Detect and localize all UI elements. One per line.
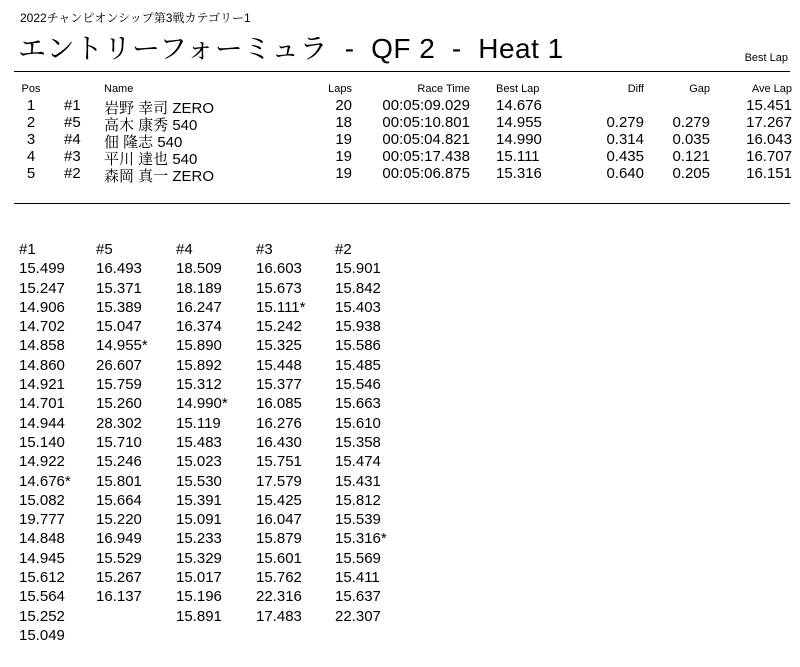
lap-time: 14.860 (19, 356, 65, 374)
best-lap-cell: 14.990 (496, 131, 542, 148)
lap-time: 15.539 (335, 511, 381, 529)
diff-cell: 0.640 (606, 165, 644, 182)
lap-time: 15.247 (19, 279, 65, 297)
lap-time: 15.610 (335, 414, 381, 432)
lap-column (256, 240, 336, 626)
name-cell: 平川 達也 540 (104, 151, 198, 168)
lap-time: 15.411 (335, 569, 380, 587)
diff-cell: 0.314 (606, 131, 644, 148)
lap-time: 15.049 (19, 626, 65, 644)
lap-time: 16.047 (256, 511, 302, 529)
col-header-name: Name (104, 83, 134, 95)
race-time-cell: 00:05:17.438 (382, 148, 470, 165)
lap-time: 15.082 (19, 491, 65, 509)
lap-time: 15.252 (19, 607, 65, 625)
race-time-cell: 00:05:10.801 (382, 114, 470, 131)
ave-lap-cell: 15.451 (746, 97, 792, 114)
lap-time: 15.891 (176, 607, 222, 625)
ave-lap-cell: 17.267 (746, 114, 792, 131)
lap-time: 19.777 (19, 511, 65, 529)
lap-time: 15.485 (335, 356, 381, 374)
lap-time: 15.391 (176, 491, 222, 509)
lap-time: 15.892 (176, 356, 222, 374)
lap-time: 14.944 (19, 414, 65, 432)
col-header-race-time: Race Time (417, 83, 470, 95)
lap-time: 15.710 (96, 433, 142, 451)
best-lap-cell: 15.316 (496, 165, 542, 182)
lap-time: 16.276 (256, 414, 302, 432)
lap-time: 15.901 (335, 260, 381, 278)
lap-time: 15.812 (335, 491, 381, 509)
gap-cell: 0.279 (672, 114, 710, 131)
col-header-gap: Gap (689, 83, 710, 95)
lap-time: 15.529 (96, 549, 142, 567)
laps-cell: 19 (335, 148, 352, 165)
laps-cell: 18 (335, 114, 352, 131)
lap-time: 16.603 (256, 260, 302, 278)
lap-time: 26.607 (96, 356, 142, 374)
col-header-ave-lap: Ave Lap (751, 83, 792, 95)
number-cell: #2 (64, 165, 81, 182)
lap-time: 14.921 (19, 376, 65, 394)
name-cell: 佃 隆志 540 (104, 134, 183, 151)
lap-time: 15.474 (335, 453, 381, 471)
number-cell: #3 (64, 148, 81, 165)
lap-column-header: #1 (19, 241, 36, 258)
lap-time: 15.842 (335, 279, 381, 297)
col-header-pos: Pos (21, 83, 41, 95)
lap-time: 15.759 (96, 376, 142, 394)
lap-time: 15.196 (176, 588, 222, 606)
race-time-cell: 00:05:04.821 (382, 131, 470, 148)
lap-time: 15.938 (335, 318, 381, 336)
lap-time: 15.637 (335, 588, 381, 606)
ave-lap-cell: 16.043 (746, 131, 792, 148)
lap-time: 15.499 (19, 260, 65, 278)
pos-cell: 2 (26, 114, 36, 131)
event-title: 2022チャンピオンシップ第3戦カテゴリー1 (20, 11, 251, 25)
laps-cell: 19 (335, 165, 352, 182)
lap-time: 15.663 (335, 395, 381, 413)
lap-time: 18.509 (176, 260, 222, 278)
col-header-best-lap: Best Lap (496, 83, 540, 95)
race-time-cell: 00:05:06.875 (382, 165, 470, 182)
pos-cell: 1 (26, 97, 36, 114)
lap-time: 15.564 (19, 588, 65, 606)
race-time-cell: 00:05:09.029 (382, 97, 470, 114)
lap-time: 16.949 (96, 530, 142, 548)
lap-time: 14.676* (19, 472, 71, 490)
lap-time: 15.246 (96, 453, 142, 471)
top-divider (14, 71, 790, 72)
lap-time: 17.579 (256, 472, 302, 490)
table-row (14, 97, 792, 117)
lap-time: 15.091 (176, 511, 222, 529)
table-row (14, 148, 792, 168)
pos-cell: 3 (26, 131, 36, 148)
lap-time: 15.448 (256, 356, 302, 374)
lap-time: 15.586 (335, 337, 381, 355)
lap-time: 15.119 (176, 414, 221, 432)
lap-column (176, 240, 256, 626)
diff-cell: 0.435 (606, 148, 644, 165)
lap-time: 15.530 (176, 472, 222, 490)
lap-time: 14.945 (19, 549, 65, 567)
lap-time: 15.483 (176, 433, 222, 451)
number-cell: #4 (64, 131, 81, 148)
lap-time: 15.664 (96, 491, 142, 509)
lap-time: 17.483 (256, 607, 302, 625)
lap-time: 15.242 (256, 318, 302, 336)
table-row (14, 114, 792, 134)
lap-time: 16.493 (96, 260, 142, 278)
lap-time: 15.329 (176, 549, 222, 567)
lap-time: 14.922 (19, 453, 65, 471)
lap-time: 14.906 (19, 298, 65, 316)
best-lap-cell: 14.955 (496, 114, 542, 131)
lap-time: 15.260 (96, 395, 142, 413)
name-cell: 森岡 真一 ZERO (104, 168, 215, 185)
lap-time: 15.425 (256, 491, 302, 509)
lap-column-header: #2 (335, 241, 352, 258)
gap-cell: 0.205 (672, 165, 710, 182)
lap-column-header: #5 (96, 241, 113, 258)
lap-time: 15.111* (256, 298, 306, 316)
lap-time: 15.312 (176, 376, 222, 394)
laps-cell: 19 (335, 131, 352, 148)
lap-time: 18.189 (176, 279, 222, 297)
page-title: エントリーフォーミュラ - QF 2 - Heat 1 (18, 33, 564, 64)
gap-cell: 0.121 (672, 148, 710, 165)
lap-time: 15.017 (176, 569, 222, 587)
lap-time: 15.233 (176, 530, 222, 548)
lap-time: 22.316 (256, 588, 302, 606)
col-header-diff: Diff (627, 83, 644, 95)
lap-time: 15.389 (96, 298, 142, 316)
lap-time: 14.990* (176, 395, 228, 413)
ave-lap-cell: 16.151 (746, 165, 792, 182)
lap-time: 15.546 (335, 376, 381, 394)
lap-time: 15.267 (96, 569, 142, 587)
lap-time: 16.374 (176, 318, 222, 336)
corner-label: Best Lap (744, 52, 788, 64)
table-row (14, 131, 792, 151)
lap-time: 15.673 (256, 279, 302, 297)
lap-time: 15.047 (96, 318, 142, 336)
lap-time: 15.316* (335, 530, 387, 548)
results-header-row (14, 83, 792, 97)
ave-lap-cell: 16.707 (746, 148, 792, 165)
lap-time: 15.569 (335, 549, 381, 567)
col-header-laps: Laps (328, 83, 352, 95)
lap-time: 15.358 (335, 433, 381, 451)
lap-time: 22.307 (335, 607, 381, 625)
lap-time: 16.085 (256, 395, 302, 413)
diff-cell: 0.279 (606, 114, 644, 131)
laps-cell: 20 (335, 97, 352, 114)
lap-time: 15.431 (335, 472, 381, 490)
lap-time: 15.601 (256, 549, 302, 567)
pos-cell: 5 (26, 165, 36, 182)
lap-time: 16.137 (96, 588, 142, 606)
lap-time: 16.247 (176, 298, 222, 316)
lap-time: 14.858 (19, 337, 65, 355)
lap-column (335, 240, 415, 626)
pos-cell: 4 (26, 148, 36, 165)
lap-time: 15.023 (176, 453, 222, 471)
lap-column (96, 240, 176, 607)
bottom-divider (14, 203, 790, 204)
lap-time: 15.325 (256, 337, 302, 355)
lap-column (19, 240, 99, 645)
lap-time: 15.801 (96, 472, 142, 490)
lap-column-header: #3 (256, 241, 273, 258)
number-cell: #1 (64, 97, 81, 114)
lap-time: 14.701 (19, 395, 65, 413)
lap-time: 16.430 (256, 433, 302, 451)
lap-time: 15.377 (256, 376, 302, 394)
lap-time: 15.612 (19, 569, 65, 587)
lap-time: 15.879 (256, 530, 302, 548)
number-cell: #5 (64, 114, 81, 131)
lap-time: 15.220 (96, 511, 142, 529)
best-lap-cell: 14.676 (496, 97, 542, 114)
lap-time: 15.140 (19, 433, 65, 451)
lap-time: 14.848 (19, 530, 65, 548)
lap-column-header: #4 (176, 241, 193, 258)
results-table (14, 83, 792, 185)
lap-time: 15.890 (176, 337, 222, 355)
best-lap-cell: 15.111 (496, 148, 540, 165)
gap-cell: 0.035 (672, 131, 710, 148)
name-cell: 岩野 幸司 ZERO (104, 100, 215, 117)
lap-time: 15.403 (335, 298, 381, 316)
lap-time: 14.955* (96, 337, 148, 355)
table-row (14, 165, 792, 185)
name-cell: 高木 康秀 540 (104, 117, 198, 134)
lap-time: 15.751 (256, 453, 302, 471)
lap-time: 15.762 (256, 569, 302, 587)
lap-time: 14.702 (19, 318, 65, 336)
lap-time: 28.302 (96, 414, 142, 432)
lap-time: 15.371 (96, 279, 142, 297)
